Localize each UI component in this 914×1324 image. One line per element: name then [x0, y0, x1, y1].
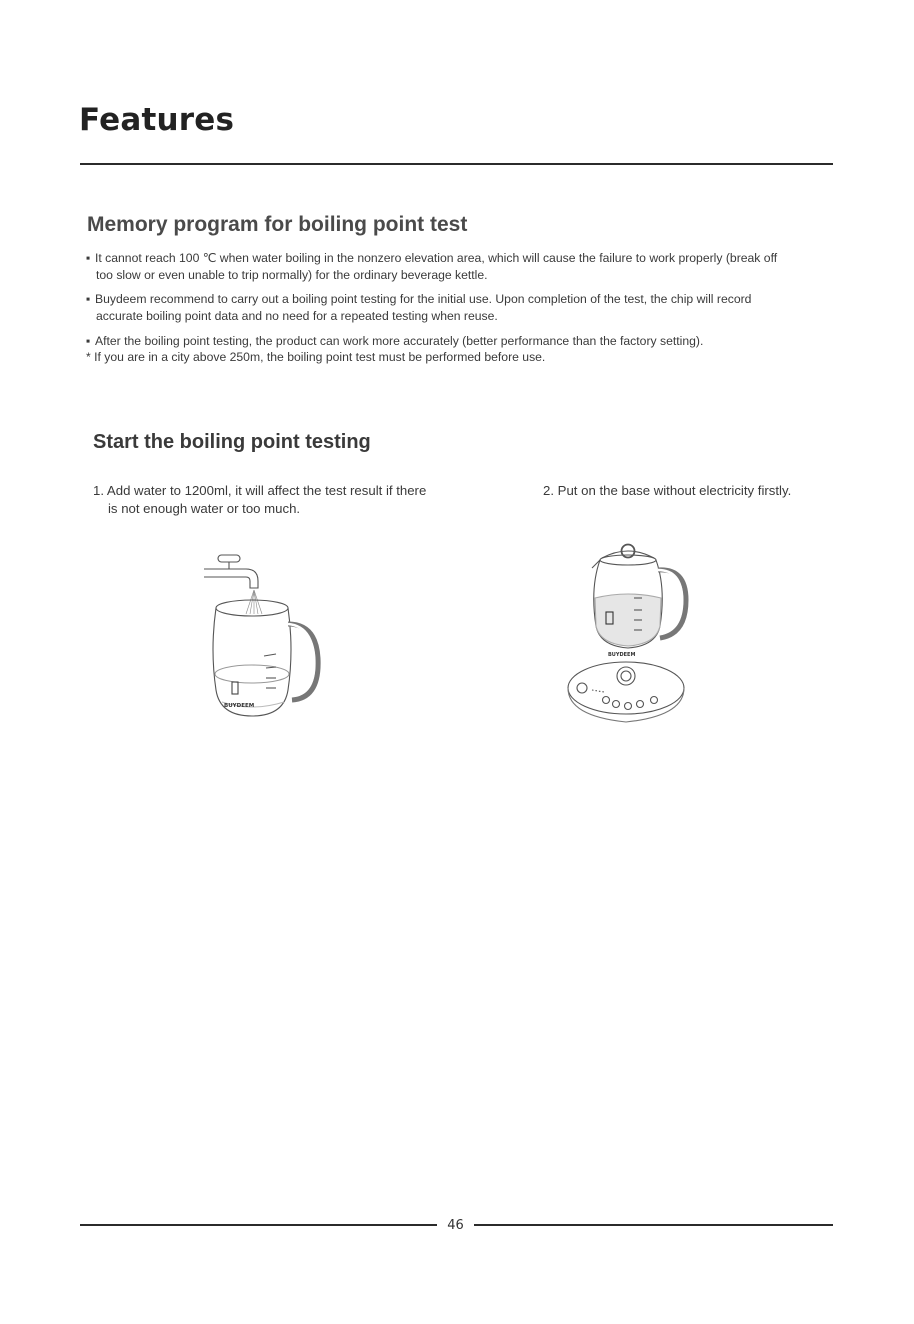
kettle-on-base-illustration	[560, 538, 692, 728]
bullet-marker: ▪	[86, 334, 91, 348]
memory-bullet-1	[86, 250, 846, 283]
page-number: 46	[447, 1218, 464, 1233]
page-title: Features	[79, 102, 235, 138]
faucet-filling-kettle-illustration	[196, 550, 326, 725]
step-2	[543, 482, 843, 500]
step-2-line-1: 2. Put on the base without electricity firstly.	[543, 483, 792, 498]
bullet-marker: ▪	[86, 251, 91, 265]
kettle-brand-label: BUYDEEM	[608, 652, 636, 658]
memory-bullet-2-line-1: Buydeem recommend to carry out a boiling point testing for the initial use. Upon completion of the test, the chip will record	[95, 292, 752, 306]
memory-bullet-2	[86, 291, 846, 324]
step-1-line-1: 1. Add water to 1200ml, it will affect the test result if there	[93, 483, 427, 498]
kettle-brand-label: BUYDEEM	[224, 703, 255, 709]
memory-bullet-2-line-2: accurate boiling point data and no need for a repeated testing when reuse.	[96, 308, 498, 323]
water-stream	[246, 590, 262, 614]
bullet-marker: ▪	[86, 292, 91, 306]
memory-bullet-3	[86, 333, 846, 350]
memory-bullet-1-line-2: too slow or even unable to trip normally) for the ordinary beverage kettle.	[96, 267, 488, 282]
altitude-note: * If you are in a city above 250m, the boiling point test must be performed before use.	[86, 350, 546, 364]
header-divider	[80, 163, 833, 165]
kettle-icon	[592, 545, 686, 649]
footer-divider-right	[474, 1224, 833, 1226]
footer-divider-left	[80, 1224, 437, 1226]
step-1-line-2: is not enough water or too much.	[108, 501, 301, 516]
faucet-icon	[204, 555, 258, 588]
memory-bullet-3-line-1: After the boiling point testing, the product can work more accurately (better performance than the factory setting).	[95, 334, 704, 348]
step-1	[93, 482, 483, 518]
memory-section-heading: Memory program for boiling point test	[87, 213, 468, 236]
memory-bullet-1-line-1: It cannot reach 100 ℃ when water boiling in the nonzero elevation area, which will cause the failure to work properly (break off	[95, 251, 778, 265]
kettle-jug-icon	[213, 600, 318, 716]
testing-section-heading: Start the boiling point testing	[93, 431, 371, 453]
power-base-icon	[568, 662, 684, 722]
